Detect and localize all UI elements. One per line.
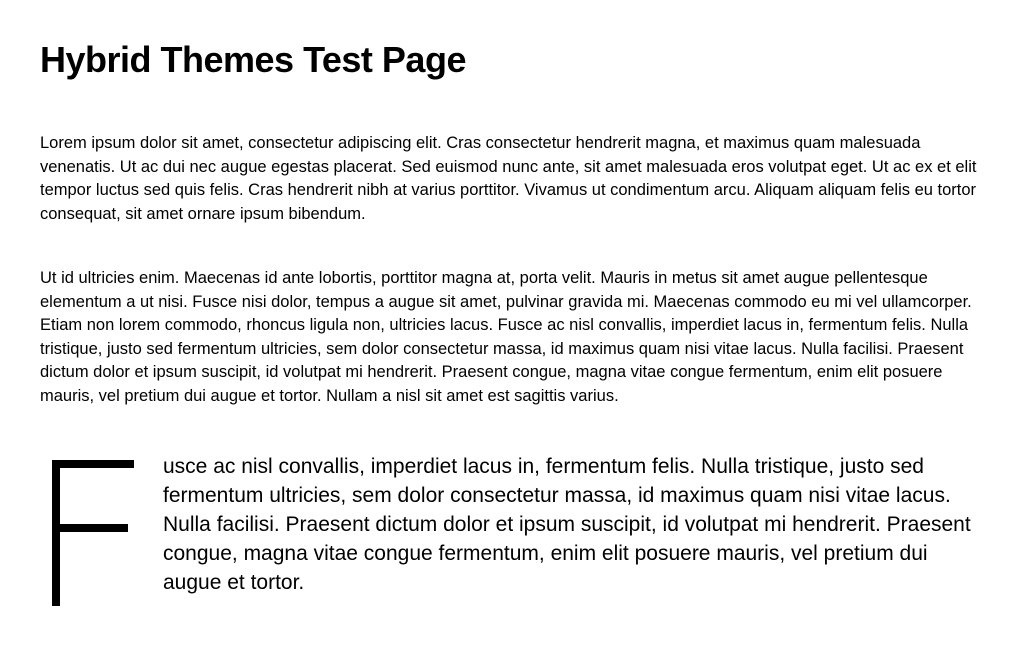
paragraph-2: Ut id ultricies enim. Maecenas id ante lobortis, porttitor magna at, porta velit. Mauris in metus sit amet augue pellentesque elementum a ut nisi. Fusce nisi dolor, tempus a augue sit amet, pulvinar gravida mi. Maecenas commodo eu mi vel ullamcorper. Etiam non lorem commodo, rhoncus ligula non, ultricies lacus. Fusce ac nisl convallis, imperdiet lacus in, fermentum felis. Nulla tristique, justo sed fermentum ultricies, sem dolor consectetur massa, id maximus quam nisi vitae lacus. Nulla facilisi. Praesent dictum dolor et ipsum suscipit, id volutpat mi hendrerit. Praesent congue, magna vitae congue fermentum, enim elit posuere mauris, vel pretium dui augue et tortor. Nullam a nisl sit amet est sagittis varius. [40,269,972,405]
dropcap-paragraph-block [40,452,980,612]
dropcap-middle-bar [52,524,128,532]
paragraph-1: Lorem ipsum dolor sit amet, consectetur adipiscing elit. Cras consectetur hendrerit magna, et maximus quam malesuada venenatis. Ut ac dui nec augue egestas placerat. Sed euismod nunc ante, sit amet malesuada eros volutpat eget. Ut ac ex et elit tempor luctus sed quis felis. Cras hendrerit nibh at varius porttitor. Vivamus ut condimentum arcu. Aliquam aliquam felis eu tortor consequat, sit amet ornare ipsum bibendum. [40,134,977,223]
dropcap-stem [52,460,60,606]
dropcap-paragraph-text: usce ac nisl convallis, imperdiet lacus in, fermentum felis. Nulla tristique, justo sed fermentum ultricies, sem dolor consectetur massa, id maximus quam nisi vitae lacus. Nulla facilisi. Praesent dictum dolor et ipsum suscipit, id volutpat mi hendrerit. Praesent congue, magna vitae congue fermentum, enim elit posuere mauris, vel pretium dui augue et tortor. [163,455,971,594]
dropcap [52,460,132,606]
page-title: Hybrid Themes Test Page [40,39,466,80]
dropcap-top-bar [52,460,134,468]
